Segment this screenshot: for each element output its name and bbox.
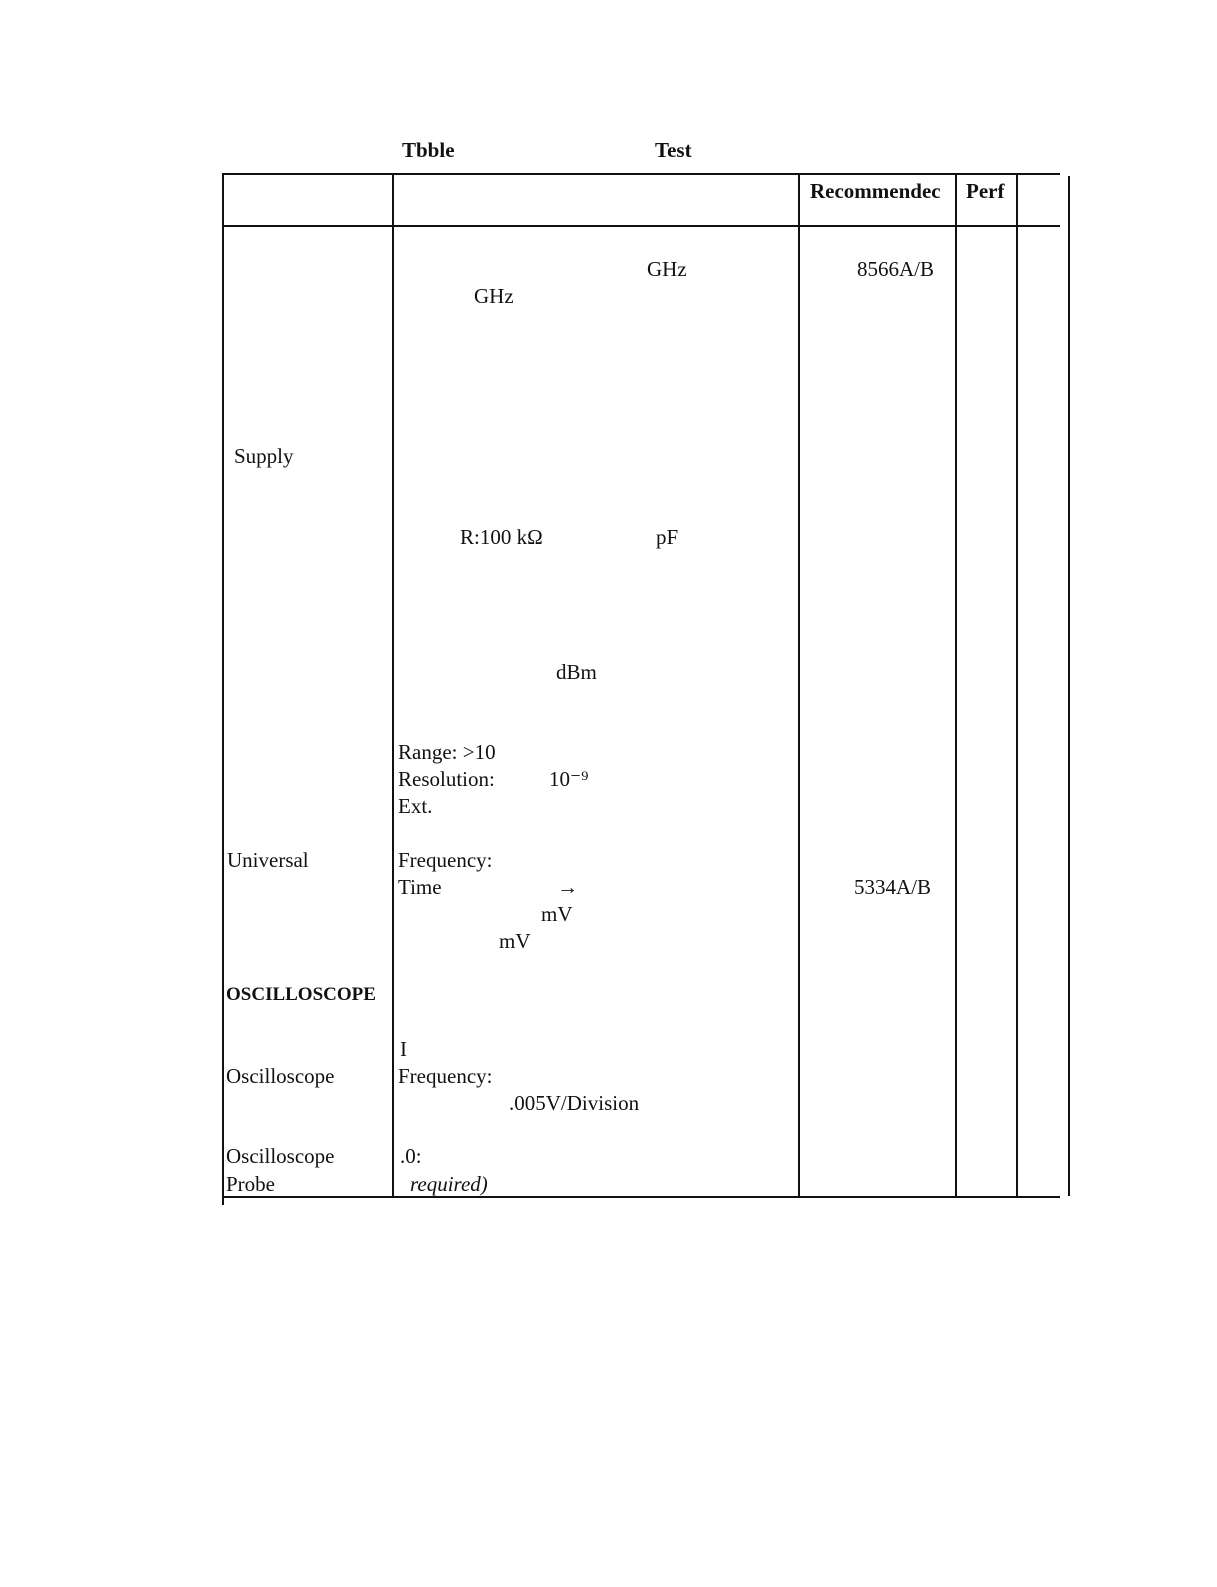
cell-fragment: I <box>400 1037 407 1061</box>
table-bottom-rule <box>222 1196 1060 1198</box>
table-title-word: Tbble <box>402 138 455 162</box>
cell-required: required) <box>410 1172 488 1196</box>
cell-probe: Probe <box>226 1172 275 1196</box>
table-top-rule <box>222 173 1060 175</box>
cell-oscilloscope-heading: OSCILLOSCOPE <box>226 984 376 1005</box>
header-recommended: Recommendec <box>810 179 941 203</box>
arrow-icon: → <box>557 875 578 899</box>
cell-ext: Ext. <box>398 794 433 818</box>
cell-frequency-1: Frequency: <box>398 848 493 872</box>
cell-frequency-2: Frequency: <box>398 1064 493 1088</box>
cell-mv-1: mV <box>541 902 573 926</box>
cell-model-8566: 8566A/B <box>857 257 935 281</box>
table-header-rule <box>222 225 1060 227</box>
table-left-border <box>222 173 224 1205</box>
cell-ghz-2: GHz <box>474 284 514 308</box>
cell-oscilloscope-2: Oscilloscope <box>226 1144 335 1168</box>
cell-pf: pF <box>656 525 679 549</box>
cell-model-5334: 5334A/B <box>854 875 932 899</box>
cell-supply: Supply <box>234 444 294 468</box>
cell-resistance: R:100 kΩ <box>460 525 543 549</box>
column-divider-3 <box>955 173 957 1198</box>
cell-time: Time <box>398 875 442 899</box>
table-right-border <box>1068 176 1070 1196</box>
header-perf: Perf <box>966 179 1005 203</box>
cell-oscilloscope-1: Oscilloscope <box>226 1064 335 1088</box>
cell-division: .005V/Division <box>509 1091 640 1115</box>
column-divider-4 <box>1016 173 1018 1198</box>
cell-ratio: .0: <box>400 1144 422 1168</box>
column-divider-2 <box>798 173 800 1198</box>
table-title-test: Test <box>655 138 692 162</box>
cell-range: Range: >10 <box>398 740 496 764</box>
column-divider-1 <box>392 173 394 1198</box>
cell-ghz-1: GHz <box>647 257 687 281</box>
cell-mv-2: mV <box>499 929 531 953</box>
cell-resolution: Resolution: <box>398 767 495 791</box>
cell-universal: Universal <box>227 848 309 872</box>
cell-dbm: dBm <box>556 660 597 684</box>
cell-resolution-value: 10⁻⁹ <box>549 767 589 791</box>
